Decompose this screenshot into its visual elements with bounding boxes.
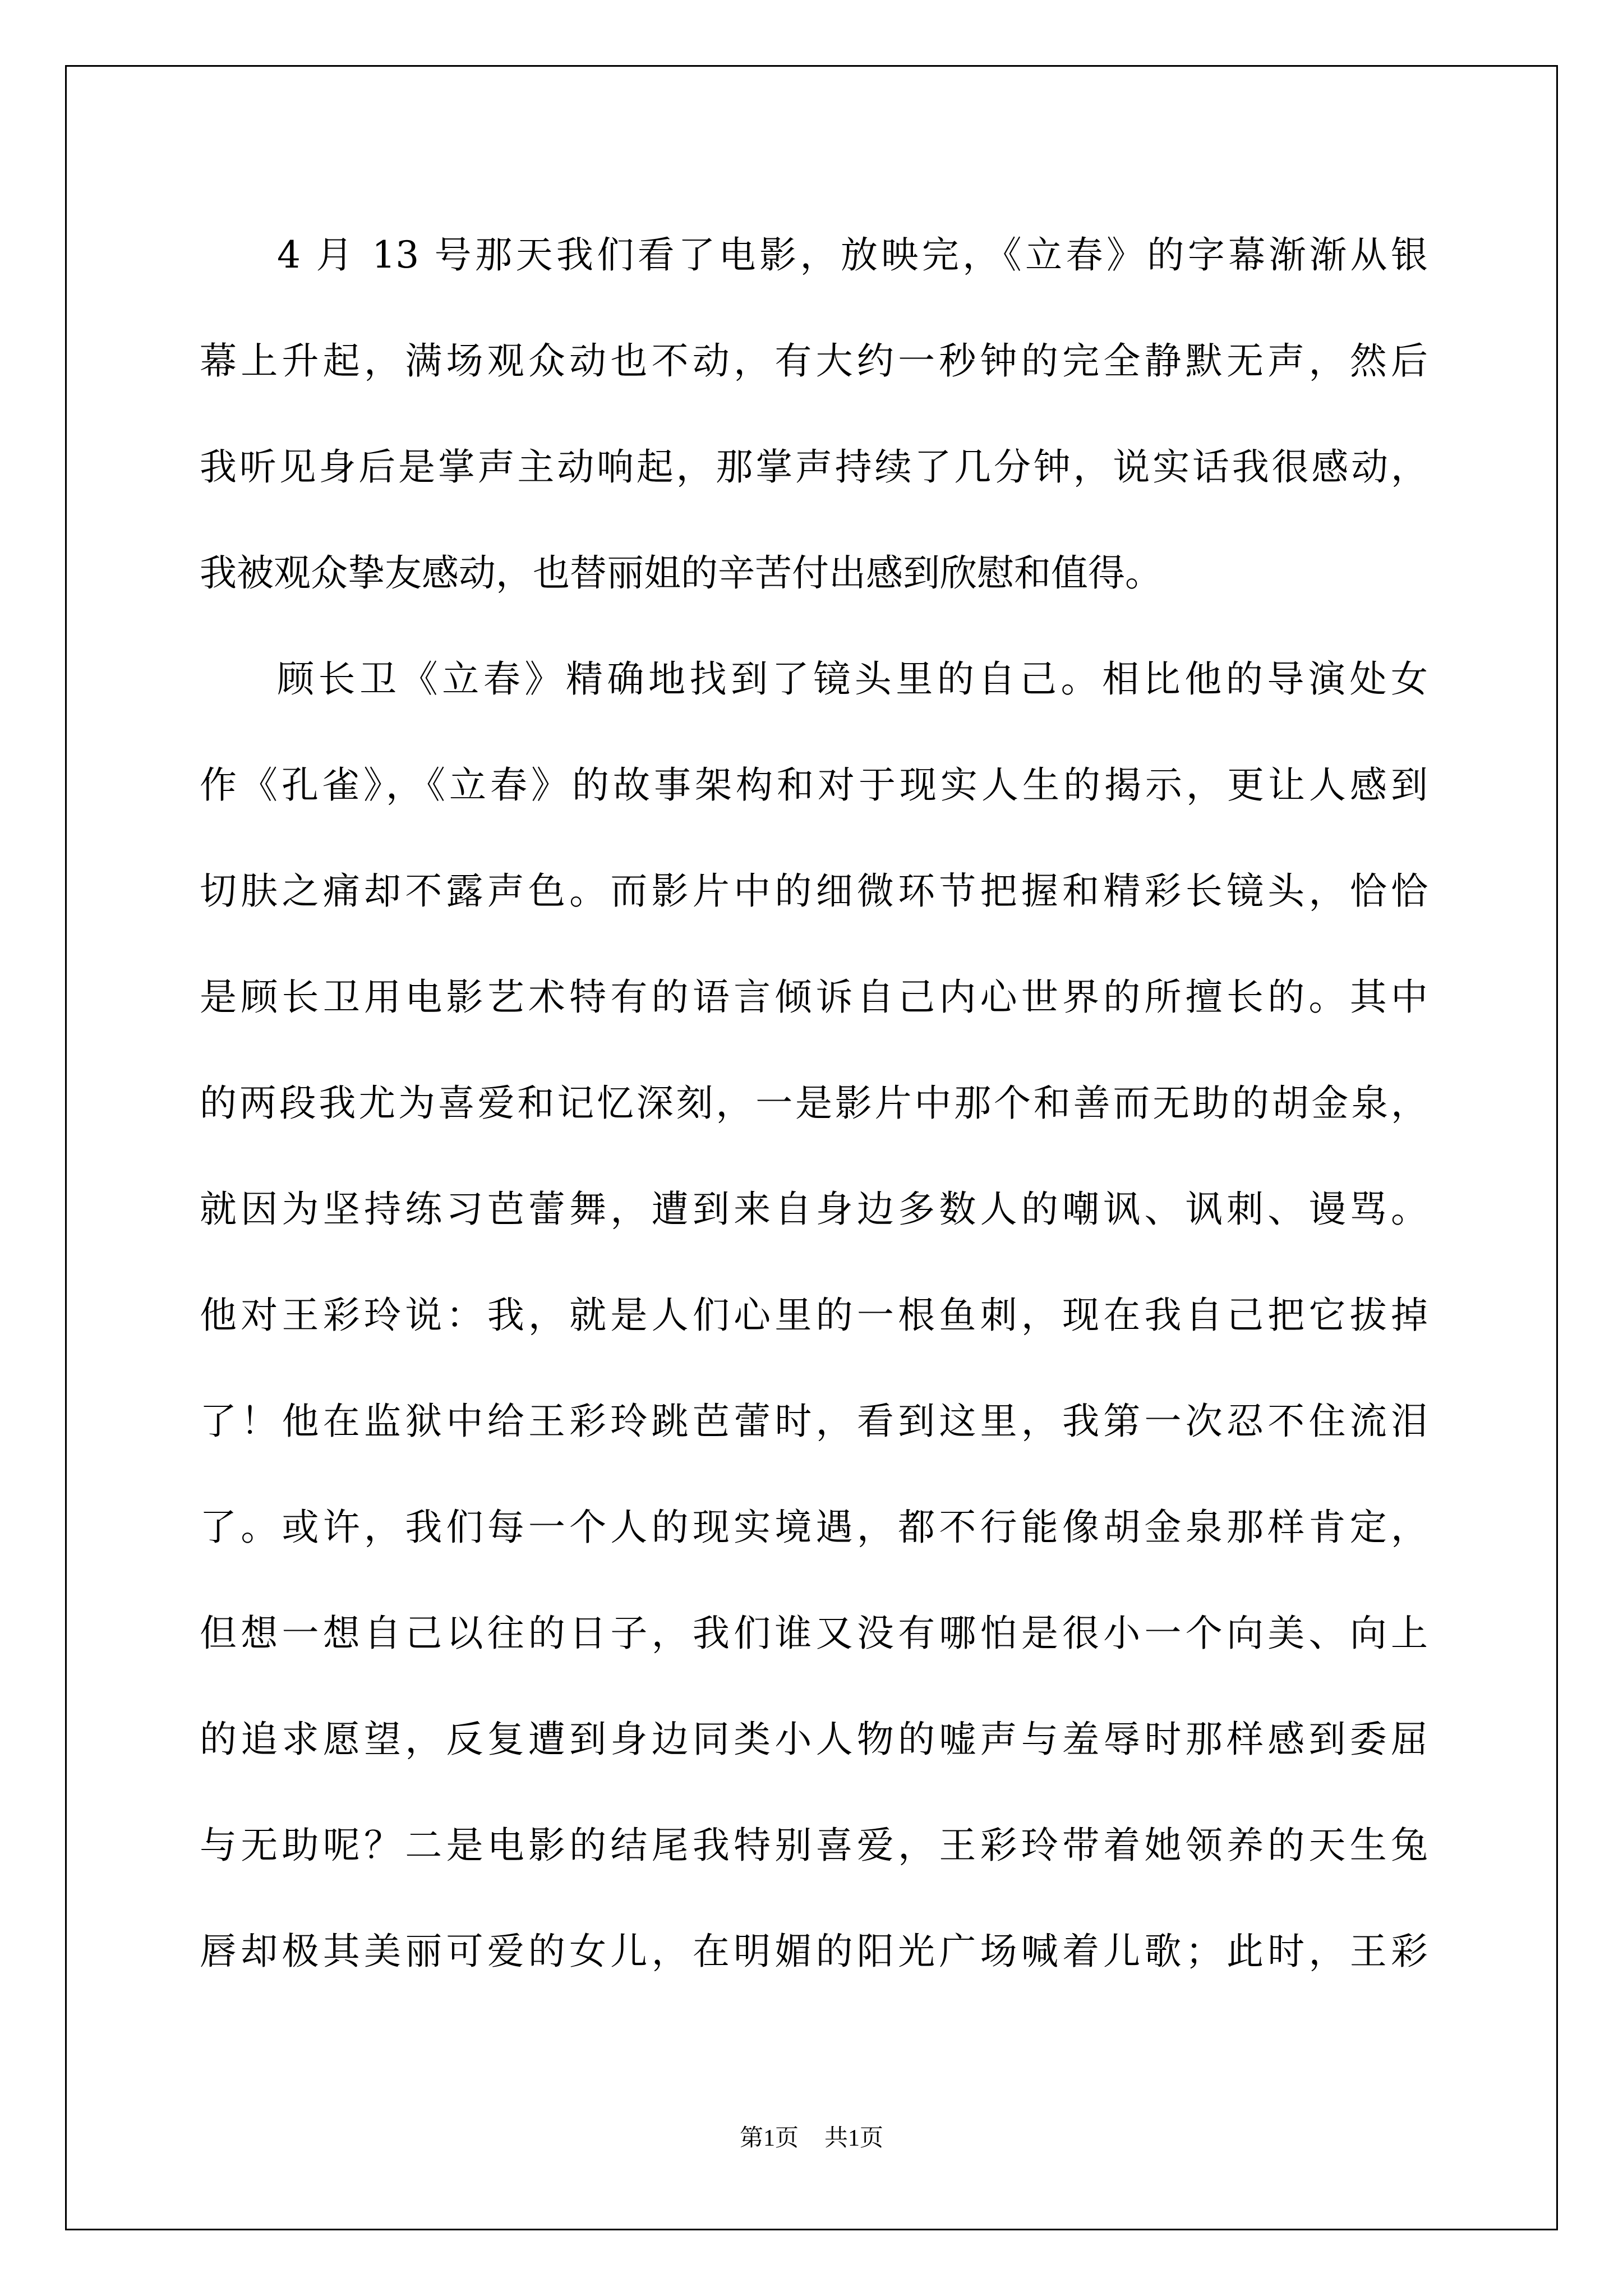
text-line: 他对王彩玲说：我，就是人们心里的一根鱼刺，现在我自己把它拔掉 [200, 1294, 1428, 1337]
text-line: 是顾长卫用电影艺术特有的语言倾诉自己内心世界的所擅长的。其中 [200, 976, 1428, 1019]
text-line: 顾长卫《立春》精确地找到了镜头里的自己。相比他的导演处女 [277, 657, 1428, 701]
text-line: 切肤之痛却不露声色。而影片中的细微环节把握和精彩长镜头，恰恰 [200, 869, 1428, 913]
paragraph-2 [200, 626, 1428, 2004]
text-line: 幕上升起，满场观众动也不动，有大约一秒钟的完全静默无声，然后 [200, 339, 1428, 383]
text-line: 唇却极其美丽可爱的女儿，在明媚的阳光广场喊着儿歌；此时，王彩 [200, 1930, 1428, 1973]
text-line: 就因为坚持练习芭蕾舞，遭到来自身边多数人的嘲讽、讽刺、谩骂。 [200, 1188, 1428, 1231]
page-footer [0, 2123, 1623, 2154]
text-line: 我听见身后是掌声主动响起，那掌声持续了几分钟，说实话我很感动， [200, 445, 1428, 489]
text-line: 作《孔雀》，《立春》的故事架构和对于现实人生的揭示，更让人感到 [200, 763, 1428, 807]
document-body [200, 202, 1428, 2004]
text-line: 4 月 13 号那天我们看了电影，放映完，《立春》的字幕渐渐从银 [277, 233, 1428, 277]
text-line: 的两段我尤为喜爱和记忆深刻，一是影片中那个和善而无助的胡金泉， [200, 1082, 1428, 1125]
paragraph-1 [200, 202, 1428, 626]
text-line: 的追求愿望，反复遭到身边同类小人物的嘘声与羞辱时那样感到委屈 [200, 1718, 1428, 1761]
page-number: 第1页 [739, 2125, 799, 2151]
text-line: 但想一想自己以往的日子，我们谁又没有哪怕是很小一个向美、向上 [200, 1612, 1428, 1655]
text-line: 与无助呢？二是电影的结尾我特别喜爱，王彩玲带着她领养的天生兔 [200, 1824, 1428, 1867]
page-total: 共1页 [824, 2125, 884, 2151]
text-line: 了。或许，我们每一个人的现实境遇，都不行能像胡金泉那样肯定， [200, 1506, 1428, 1549]
text-line: 了！他在监狱中给王彩玲跳芭蕾时，看到这里，我第一次忍不住流泪 [200, 1400, 1428, 1443]
text-line: 我被观众挚友感动，也替丽姐的辛苦付出感到欣慰和值得。 [200, 551, 1162, 595]
